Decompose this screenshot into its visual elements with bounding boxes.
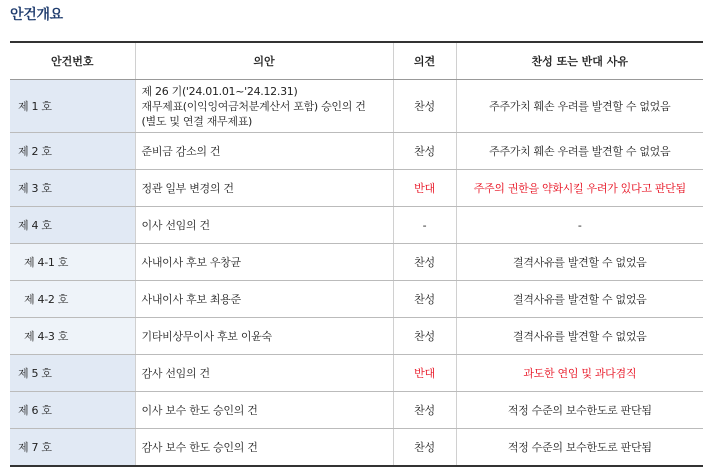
- opinion: 찬성: [393, 392, 456, 429]
- agenda-title: 사내이사 후보 우창균: [135, 244, 393, 281]
- agenda-number: 제 5 호: [10, 355, 135, 392]
- agenda-title: 이사 보수 한도 승인의 건: [135, 392, 393, 429]
- agenda-number: 제 6 호: [10, 392, 135, 429]
- opinion: 반대: [393, 355, 456, 392]
- opinion: 찬성: [393, 244, 456, 281]
- table-row: [10, 355, 703, 392]
- agenda-table: [10, 41, 703, 467]
- agenda-title: 기타비상무이사 후보 이윤숙: [135, 318, 393, 355]
- header-opinion: 의견: [393, 42, 456, 80]
- table-row: [10, 170, 703, 207]
- agenda-number: 제 4-1 호: [10, 244, 135, 281]
- agenda-title-line: (별도 및 연결 재무제표): [141, 114, 253, 128]
- reason: 주주의 권한을 약화시킬 우려가 있다고 판단됨: [456, 170, 703, 207]
- agenda-number: 제 4-2 호: [10, 281, 135, 318]
- agenda-title: 감사 보수 한도 승인의 건: [135, 429, 393, 467]
- agenda-title: 감사 선임의 건: [135, 355, 393, 392]
- agenda-number: 제 3 호: [10, 170, 135, 207]
- table-row: [10, 133, 703, 170]
- table-row: [10, 318, 703, 355]
- reason: 결격사유를 발견할 수 없었음: [456, 281, 703, 318]
- table-row: [10, 392, 703, 429]
- agenda-number: 제 7 호: [10, 429, 135, 467]
- opinion: -: [393, 207, 456, 244]
- table-header-row: [10, 42, 703, 80]
- agenda-title-line: 재무제표(이익잉여금처분계산서 포함) 승인의 건: [141, 99, 366, 113]
- reason: 결격사유를 발견할 수 없었음: [456, 318, 703, 355]
- table-row: [10, 244, 703, 281]
- agenda-title: 정관 일부 변경의 건: [135, 170, 393, 207]
- agenda-title: [135, 80, 393, 133]
- table-row: [10, 281, 703, 318]
- section-title: 안건개요: [10, 7, 63, 23]
- opinion: 찬성: [393, 133, 456, 170]
- agenda-title: 이사 선임의 건: [135, 207, 393, 244]
- reason: 과도한 연임 및 과다겸직: [456, 355, 703, 392]
- table-row: [10, 429, 703, 467]
- agenda-number: 제 2 호: [10, 133, 135, 170]
- opinion: 반대: [393, 170, 456, 207]
- reason: 적정 수준의 보수한도로 판단됨: [456, 429, 703, 467]
- opinion: 찬성: [393, 281, 456, 318]
- reason: 결격사유를 발견할 수 없었음: [456, 244, 703, 281]
- reason: 주주가치 훼손 우려를 발견할 수 없었음: [456, 80, 703, 133]
- agenda-title: 준비금 감소의 건: [135, 133, 393, 170]
- reason: 주주가치 훼손 우려를 발견할 수 없었음: [456, 133, 703, 170]
- agenda-title-line: 제 26 기('24.01.01~'24.12.31): [141, 84, 298, 98]
- agenda-number: 제 4 호: [10, 207, 135, 244]
- opinion: 찬성: [393, 318, 456, 355]
- opinion: 찬성: [393, 429, 456, 467]
- table-row: [10, 207, 703, 244]
- opinion: 찬성: [393, 80, 456, 133]
- header-agenda-number: 안건번호: [10, 42, 135, 80]
- agenda-number: 제 1 호: [10, 80, 135, 133]
- reason: 적정 수준의 보수한도로 판단됨: [456, 392, 703, 429]
- header-agenda: 의안: [135, 42, 393, 80]
- table-row: [10, 80, 703, 133]
- agenda-number: 제 4-3 호: [10, 318, 135, 355]
- header-reason: 찬성 또는 반대 사유: [456, 42, 703, 80]
- reason: -: [456, 207, 703, 244]
- agenda-title: 사내이사 후보 최용준: [135, 281, 393, 318]
